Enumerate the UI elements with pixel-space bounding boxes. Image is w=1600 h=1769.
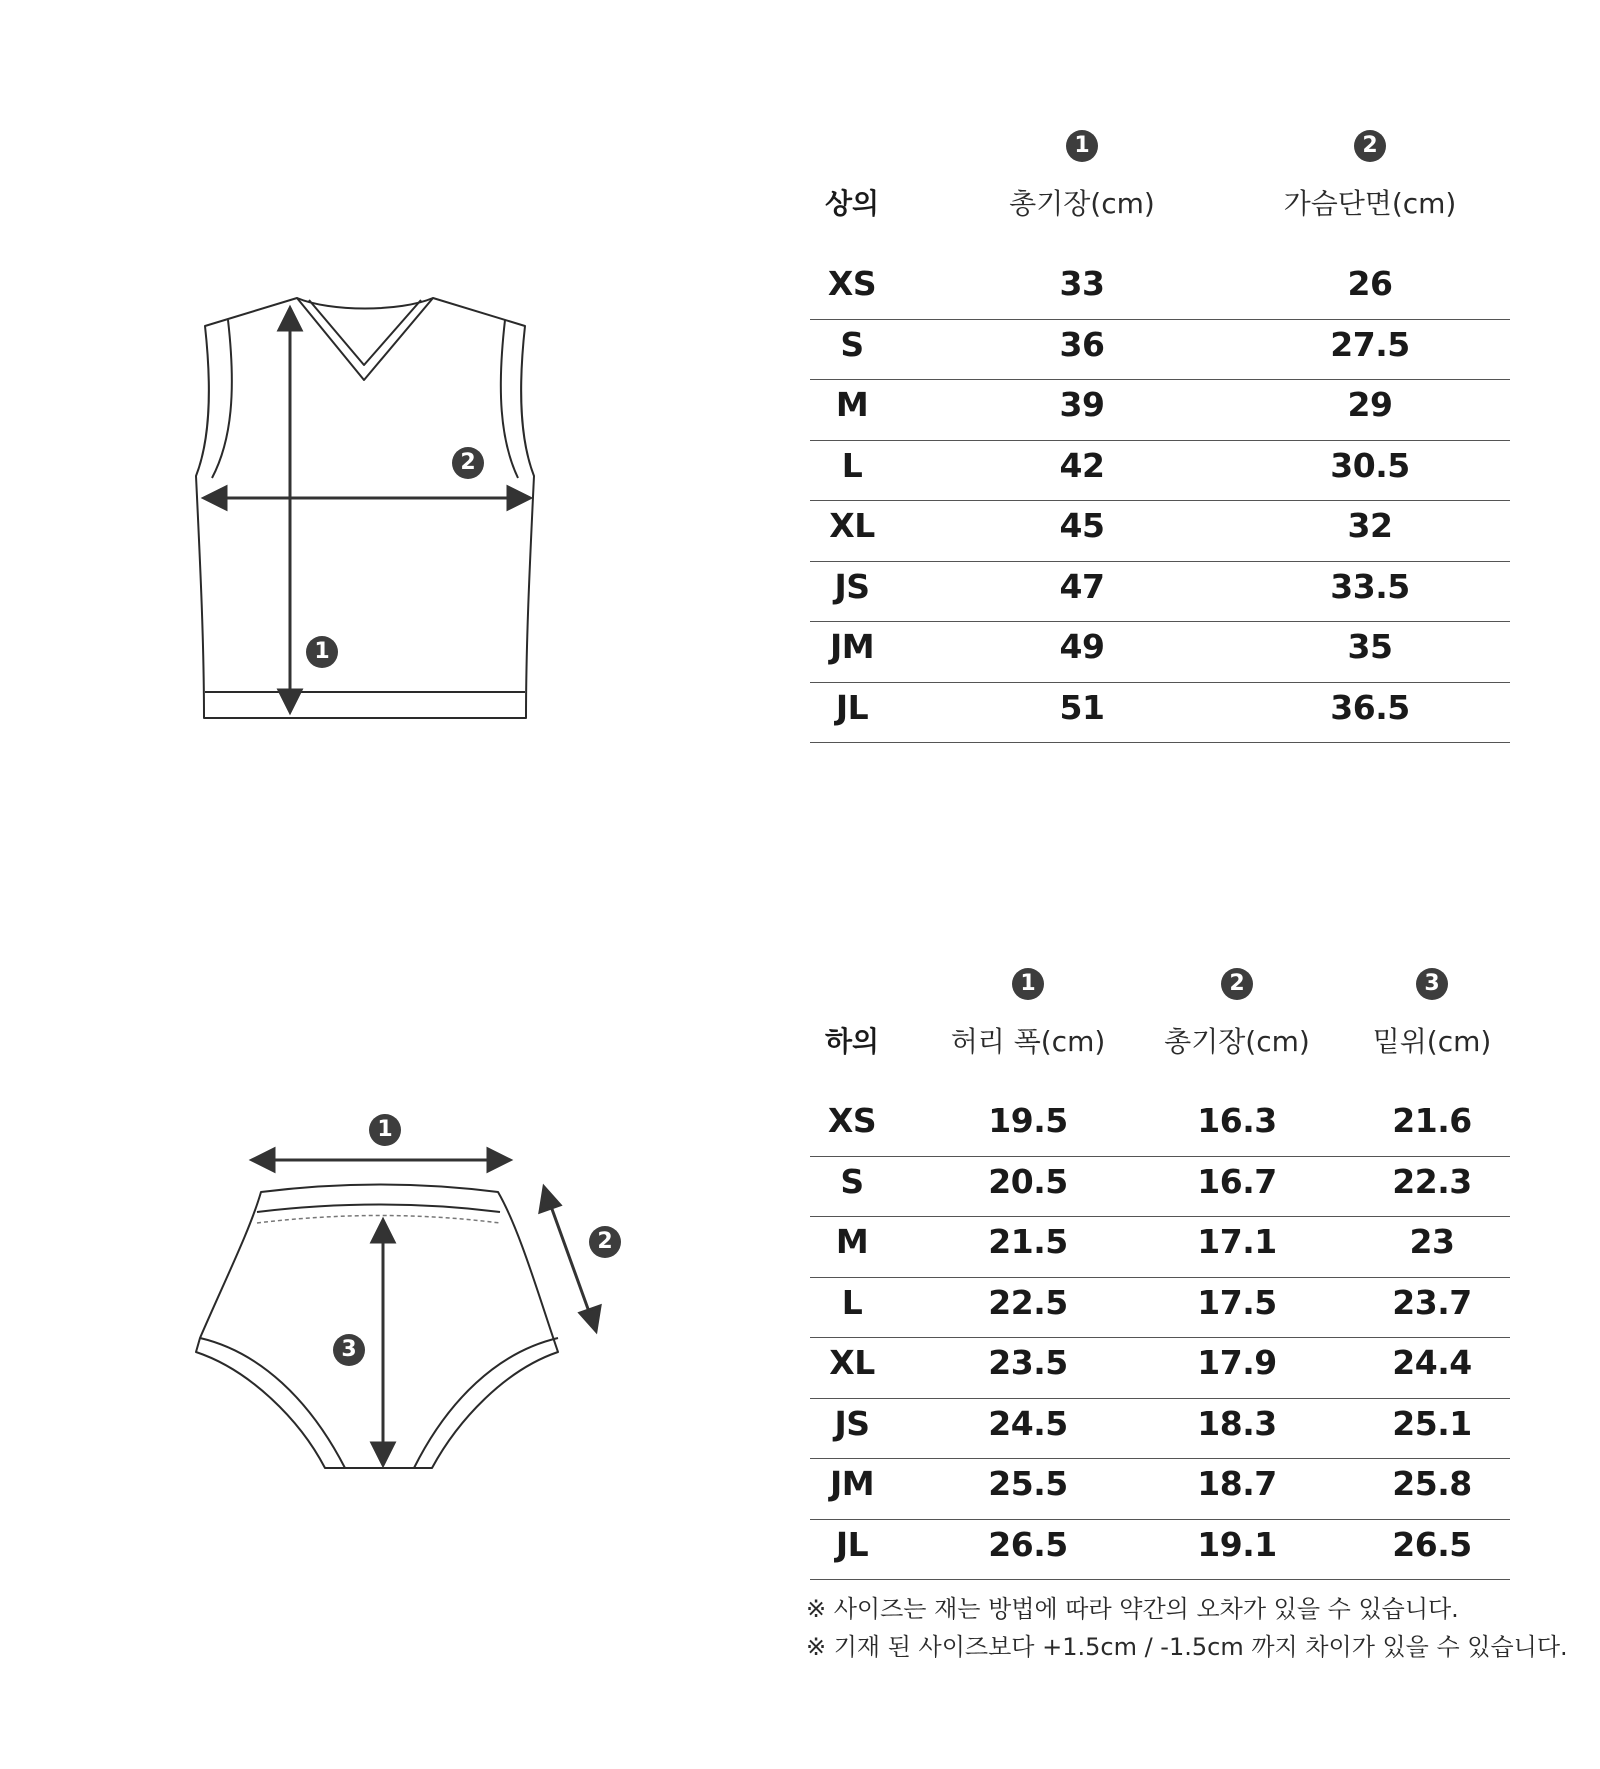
column-header-chest-width: 가슴단면(cm) bbox=[1283, 187, 1457, 220]
vest-marker-2: 2 bbox=[452, 447, 484, 479]
row-divider bbox=[810, 561, 1510, 562]
measurement-cell: 17.9 bbox=[1197, 1343, 1277, 1382]
row-divider bbox=[810, 440, 1510, 441]
measurement-cell: 35 bbox=[1347, 627, 1393, 666]
measurement-cell: 47 bbox=[1059, 566, 1105, 606]
measurement-cell: 23.5 bbox=[988, 1343, 1068, 1382]
column-header-total-length: 총기장(cm) bbox=[1009, 187, 1155, 220]
size-label: XS bbox=[827, 1101, 877, 1140]
size-notes bbox=[806, 1590, 1568, 1666]
measurement-cell: 33.5 bbox=[1330, 566, 1410, 606]
row-divider bbox=[810, 319, 1510, 320]
measurement-cell: 30.5 bbox=[1330, 445, 1410, 485]
size-label: JS bbox=[834, 566, 870, 606]
size-label: S bbox=[840, 324, 864, 364]
measurement-cell: 21.5 bbox=[988, 1222, 1068, 1261]
shorts-diagram bbox=[190, 1100, 630, 1500]
measurement-cell: 17.1 bbox=[1197, 1222, 1277, 1261]
measurement-cell: 20.5 bbox=[988, 1161, 1068, 1201]
measurement-cell: 24.5 bbox=[988, 1403, 1068, 1443]
measurement-cell: 22.5 bbox=[988, 1282, 1068, 1322]
column-header-waist-width: 허리 폭(cm) bbox=[950, 1025, 1106, 1058]
measurement-cell: 26.5 bbox=[1392, 1524, 1472, 1564]
note-line: ※ 기재 된 사이즈보다 +1.5cm / -1.5cm 까지 차이가 있을 수 있습니다. bbox=[806, 1633, 1568, 1661]
row-divider bbox=[810, 1277, 1510, 1278]
row-divider bbox=[810, 500, 1510, 501]
size-label: JL bbox=[835, 687, 869, 727]
measurement-cell: 45 bbox=[1059, 506, 1105, 545]
row-divider bbox=[810, 742, 1510, 743]
measurement-cell: 22.3 bbox=[1392, 1161, 1472, 1201]
shorts-marker-1: 1 bbox=[369, 1114, 401, 1146]
measurement-cell: 39 bbox=[1059, 385, 1105, 424]
table-category-label: 상의 bbox=[824, 187, 880, 220]
measurement-cell: 49 bbox=[1059, 627, 1105, 666]
size-label: M bbox=[835, 385, 869, 424]
row-divider bbox=[810, 1156, 1510, 1157]
size-label: S bbox=[840, 1161, 864, 1201]
column-marker-3: 3 bbox=[1416, 968, 1448, 1000]
measurement-cell: 27.5 bbox=[1330, 324, 1410, 364]
measurement-cell: 23 bbox=[1409, 1222, 1455, 1261]
measurement-cell: 36 bbox=[1059, 324, 1105, 364]
measurement-cell: 29 bbox=[1347, 385, 1393, 424]
size-label: XS bbox=[827, 264, 877, 303]
measurement-cell: 18.3 bbox=[1197, 1403, 1277, 1443]
row-divider bbox=[810, 682, 1510, 683]
column-marker-1: 1 bbox=[1012, 968, 1044, 1000]
measurement-cell: 24.4 bbox=[1392, 1343, 1472, 1382]
measurement-cell: 51 bbox=[1059, 687, 1105, 727]
measurement-cell: 21.6 bbox=[1392, 1101, 1472, 1140]
measurement-cell: 18.7 bbox=[1197, 1464, 1277, 1503]
measurement-cell: 17.5 bbox=[1197, 1282, 1277, 1322]
row-divider bbox=[810, 621, 1510, 622]
measurement-cell: 16.7 bbox=[1197, 1161, 1277, 1201]
size-label: M bbox=[835, 1222, 869, 1261]
measurement-cell: 19.1 bbox=[1197, 1524, 1277, 1564]
size-label: JM bbox=[829, 627, 875, 666]
row-divider bbox=[810, 1337, 1510, 1338]
size-label: XL bbox=[829, 506, 875, 545]
row-divider bbox=[810, 1519, 1510, 1520]
measurement-cell: 25.8 bbox=[1392, 1464, 1472, 1503]
row-divider bbox=[810, 379, 1510, 380]
measurement-cell: 23.7 bbox=[1392, 1282, 1472, 1322]
column-marker-2: 2 bbox=[1221, 968, 1253, 1000]
column-header-rise: 밑위(cm) bbox=[1372, 1025, 1492, 1058]
size-label: JM bbox=[829, 1464, 875, 1503]
size-label: JS bbox=[834, 1403, 870, 1443]
shorts-marker-3: 3 bbox=[333, 1334, 365, 1366]
column-marker-2: 2 bbox=[1354, 130, 1386, 162]
measurement-cell: 19.5 bbox=[988, 1101, 1068, 1140]
vest-marker-1: 1 bbox=[306, 636, 338, 668]
measurement-cell: 25.1 bbox=[1392, 1403, 1472, 1443]
measurement-cell: 36.5 bbox=[1330, 687, 1410, 727]
row-divider bbox=[810, 1398, 1510, 1399]
measurement-cell: 16.3 bbox=[1197, 1101, 1277, 1140]
measurement-cell: 32 bbox=[1347, 506, 1393, 545]
measurement-cell: 26.5 bbox=[988, 1524, 1068, 1564]
measurement-cell: 42 bbox=[1059, 445, 1105, 485]
column-header-total-length: 총기장(cm) bbox=[1164, 1025, 1310, 1058]
shorts-marker-2: 2 bbox=[589, 1226, 621, 1258]
row-divider bbox=[810, 1458, 1510, 1459]
row-divider bbox=[810, 1579, 1510, 1580]
measurement-cell: 25.5 bbox=[988, 1464, 1068, 1503]
vest-diagram bbox=[180, 290, 560, 740]
size-label: L bbox=[841, 1282, 863, 1322]
measurement-cell: 26 bbox=[1347, 264, 1393, 303]
measurement-cell: 33 bbox=[1059, 264, 1105, 303]
column-marker-1: 1 bbox=[1066, 130, 1098, 162]
row-divider bbox=[810, 1216, 1510, 1217]
table-category-label: 하의 bbox=[824, 1025, 880, 1058]
size-label: L bbox=[841, 445, 863, 485]
size-label: XL bbox=[829, 1343, 875, 1382]
note-line: ※ 사이즈는 재는 방법에 따라 약간의 오차가 있을 수 있습니다. bbox=[806, 1595, 1459, 1623]
size-label: JL bbox=[835, 1524, 869, 1564]
